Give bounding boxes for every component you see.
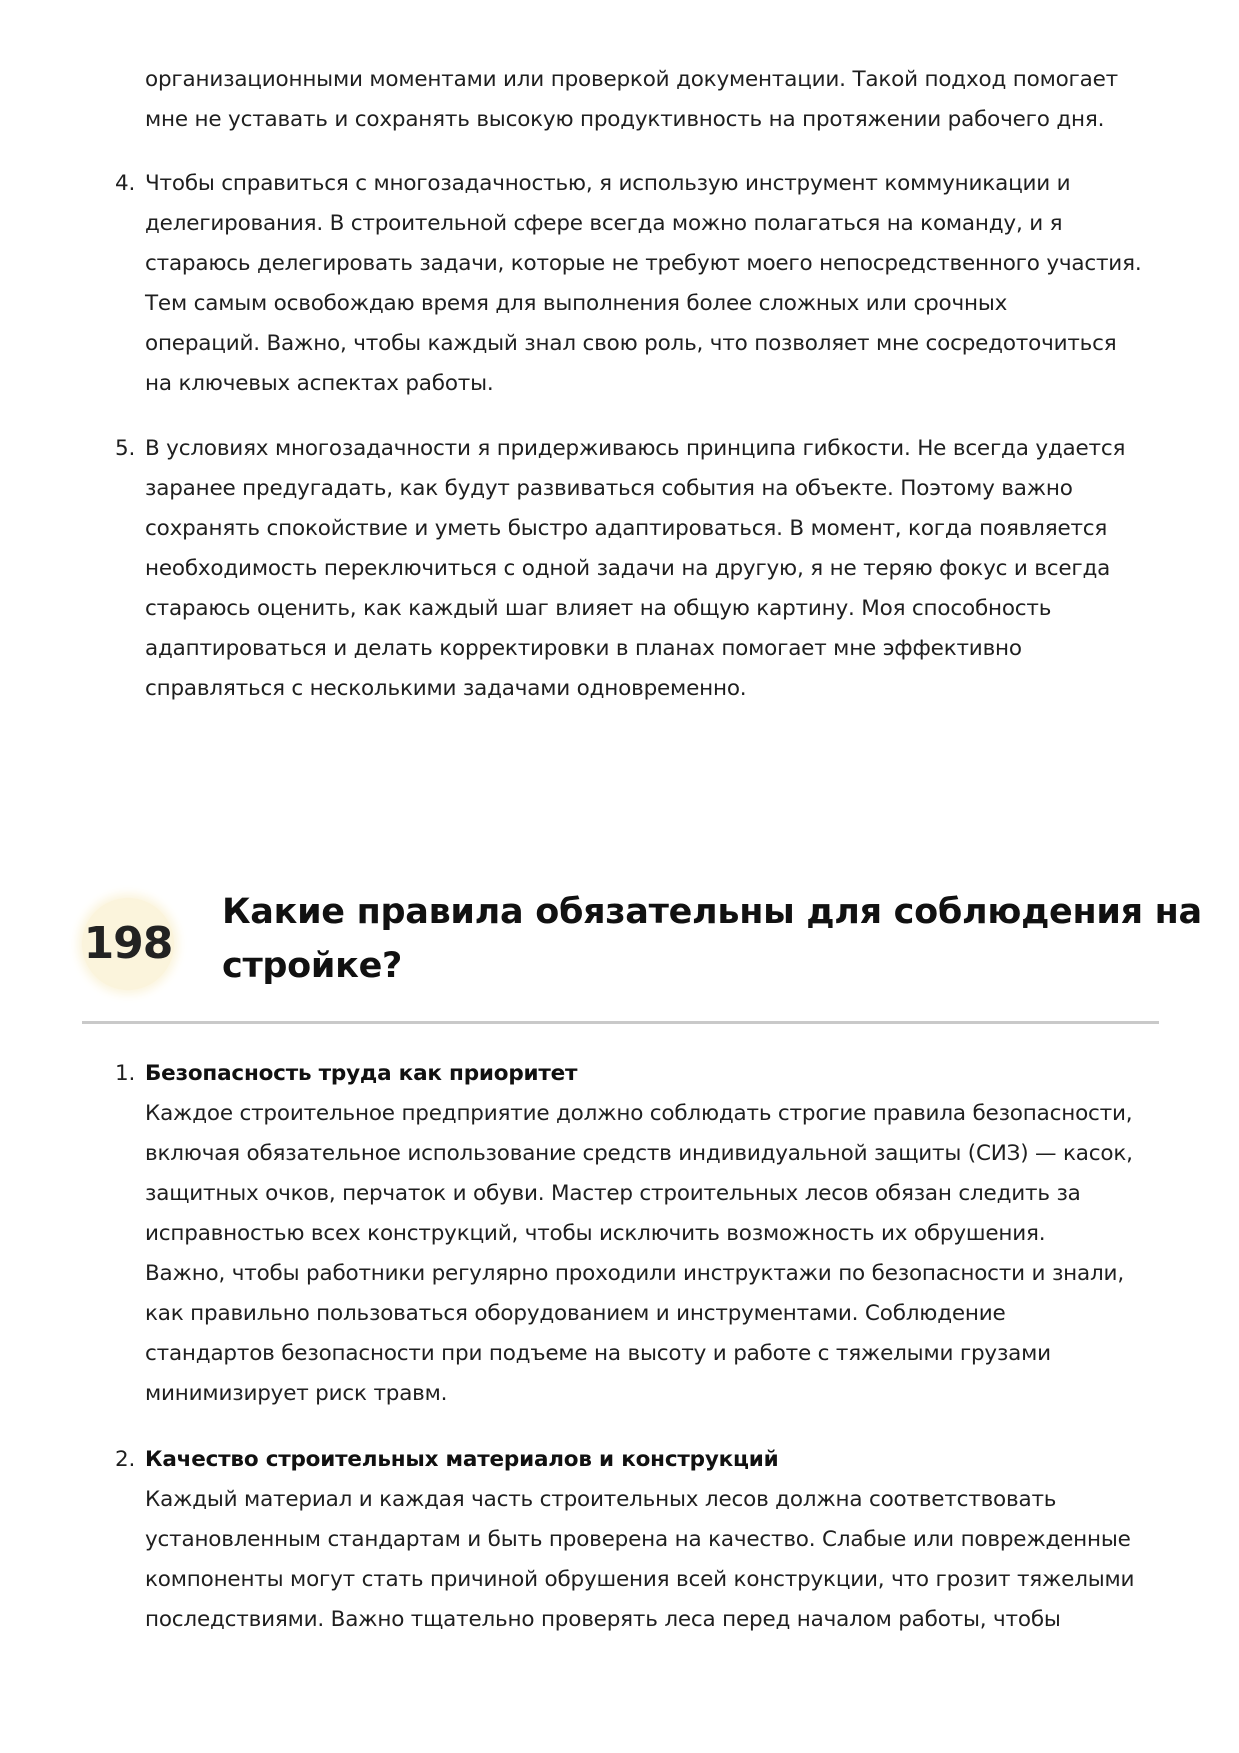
paragraph-line: заранее предугадать, как будут развиваться события на объекте. Поэтому важно: [145, 476, 1073, 501]
paragraph-line: последствиями. Важно тщательно проверять леса перед началом работы, чтобы: [145, 1607, 1061, 1632]
paragraph-line: Каждое строительное предприятие должно соблюдать строгие правила безопасности,: [145, 1101, 1133, 1126]
paragraph-line: минимизирует риск травм.: [145, 1381, 448, 1406]
paragraph-line: Важно, чтобы работники регулярно проходили инструктажи по безопасности и знали,: [145, 1261, 1124, 1286]
paragraph-line: Чтобы справиться с многозадачностью, я использую инструмент коммуникации и: [145, 171, 1071, 196]
list-item: [115, 164, 1155, 404]
paragraph-line: необходимость переключиться с одной задачи на другую, я не теряю фокус и всегда: [145, 556, 1111, 581]
paragraph-line: мне не уставать и сохранять высокую продуктивность на протяжении рабочего дня.: [145, 107, 1105, 132]
paragraph-line: стандартов безопасности при подъеме на высоту и работе с тяжелыми грузами: [145, 1341, 1051, 1366]
question-title-line: Какие правила обязательны для соблюдения на: [222, 892, 1202, 932]
paragraph-line: установленным стандартам и быть проверена на качество. Слабые или поврежденные: [145, 1527, 1131, 1552]
answer-item-title: Безопасность труда как приоритет: [145, 1061, 578, 1086]
paragraph-line: стараюсь делегировать задачи, которые не требуют моего непосредственного участия.: [145, 251, 1142, 276]
paragraph-line: адаптироваться и делать корректировки в планах помогает мне эффективно: [145, 636, 1022, 661]
list-number: 4.: [115, 171, 136, 196]
paragraph-line: делегирования. В строительной сфере всегда можно полагаться на команду, и я: [145, 211, 1063, 236]
question-title-line: стройке?: [222, 946, 403, 986]
paragraph-line: компоненты могут стать причиной обрушения всей конструкции, что грозит тяжелыми: [145, 1567, 1135, 1592]
answer-item: [115, 1440, 1155, 1640]
paragraph-line: включая обязательное использование средств индивидуальной защиты (СИЗ) — касок,: [145, 1141, 1133, 1166]
paragraph-line: В условиях многозадачности я придерживаюсь принципа гибкости. Не всегда удается: [145, 436, 1126, 461]
list-number: 5.: [115, 436, 136, 461]
paragraph-line: защитных очков, перчаток и обуви. Мастер строительных лесов обязан следить за: [145, 1181, 1081, 1206]
paragraph-line: организационными моментами или проверкой документации. Такой подход помогает: [145, 67, 1118, 92]
paragraph-line: сохранять спокойствие и уметь быстро адаптироваться. В момент, когда появляется: [145, 516, 1108, 541]
list-item: [115, 429, 1155, 709]
list-item-continuation: [145, 60, 1155, 140]
paragraph-line: как правильно пользоваться оборудованием и инструментами. Соблюдение: [145, 1301, 1006, 1326]
question-number-badge: 198: [82, 898, 174, 990]
paragraph-line: Каждый материал и каждая часть строительных лесов должна соответствовать: [145, 1487, 1057, 1512]
list-number: 1.: [115, 1061, 136, 1086]
paragraph-line: Тем самым освобождаю время для выполнения более сложных или срочных: [145, 291, 1008, 316]
paragraph-line: на ключевых аспектах работы.: [145, 371, 494, 396]
question-title: [222, 885, 1202, 993]
paragraph-line: справляться с несколькими задачами одновременно.: [145, 676, 747, 701]
answer-item-title: Качество строительных материалов и конструкций: [145, 1447, 779, 1472]
paragraph-line: операций. Важно, чтобы каждый знал свою роль, что позволяет мне сосредоточиться: [145, 331, 1117, 356]
question-header: [82, 885, 1202, 1024]
paragraph-line: исправностью всех конструкций, чтобы исключить возможность их обрушения.: [145, 1221, 1046, 1246]
paragraph-line: стараюсь оценить, как каждый шаг влияет на общую картину. Моя способность: [145, 596, 1052, 621]
list-number: 2.: [115, 1447, 136, 1472]
answer-item: [115, 1054, 1155, 1414]
